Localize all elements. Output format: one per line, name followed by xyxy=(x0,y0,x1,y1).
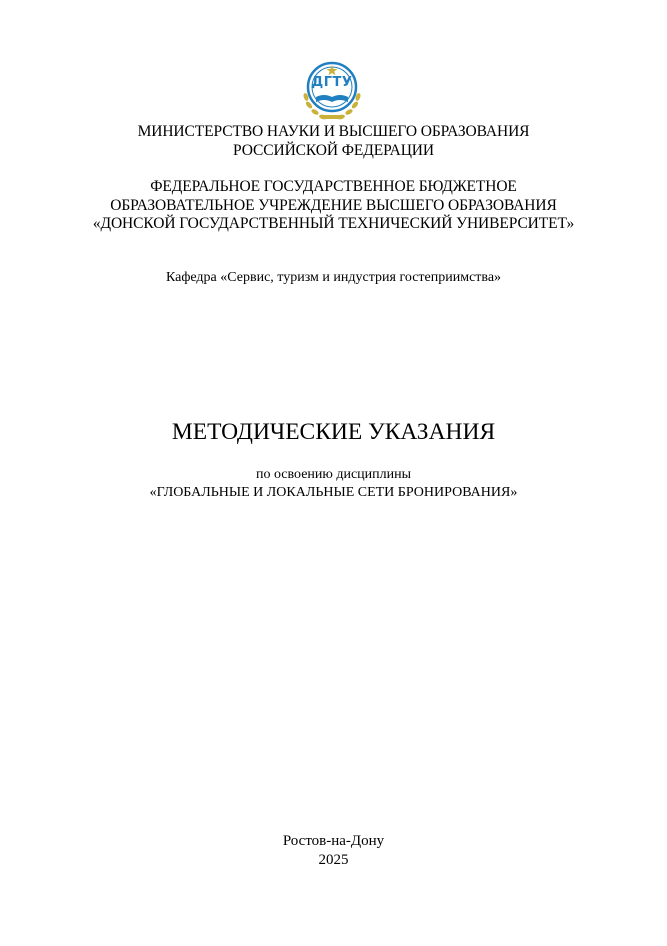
institution-line-3: «ДОНСКОЙ ГОСУДАРСТВЕННЫЙ ТЕХНИЧЕСКИЙ УНИВЕРСИТЕТ» xyxy=(92,215,575,232)
city: Ростов-на-Дону xyxy=(282,833,385,849)
ministry-line-1: МИНИСТЕРСТВО НАУКИ И ВЫСШЕГО ОБРАЗОВАНИЯ xyxy=(137,123,530,140)
ministry-line-2: РОССИЙСКОЙ ФЕДЕРАЦИИ xyxy=(233,142,434,159)
document-title: МЕТОДИЧЕСКИЕ УКАЗАНИЯ xyxy=(171,419,496,445)
institution-line-1: ФЕДЕРАЛЬНОЕ ГОСУДАРСТВЕННОЕ БЮДЖЕТНОЕ xyxy=(150,178,517,195)
department-name: Кафедра «Сервис, туризм и индустрия гостеприимства» xyxy=(165,270,502,285)
year: 2025 xyxy=(318,852,349,868)
university-logo xyxy=(300,57,364,123)
document-subtitle-line-1: по освоению дисциплины xyxy=(255,467,412,482)
logo-text: ДГТУ xyxy=(311,75,353,90)
document-subtitle-line-2: «ГЛОБАЛЬНЫЕ И ЛОКАЛЬНЫЕ СЕТИ БРОНИРОВАНИЯ» xyxy=(149,485,518,500)
institution-line-2: ОБРАЗОВАТЕЛЬНОЕ УЧРЕЖДЕНИЕ ВЫСШЕГО ОБРАЗОВАНИЯ xyxy=(110,197,557,214)
